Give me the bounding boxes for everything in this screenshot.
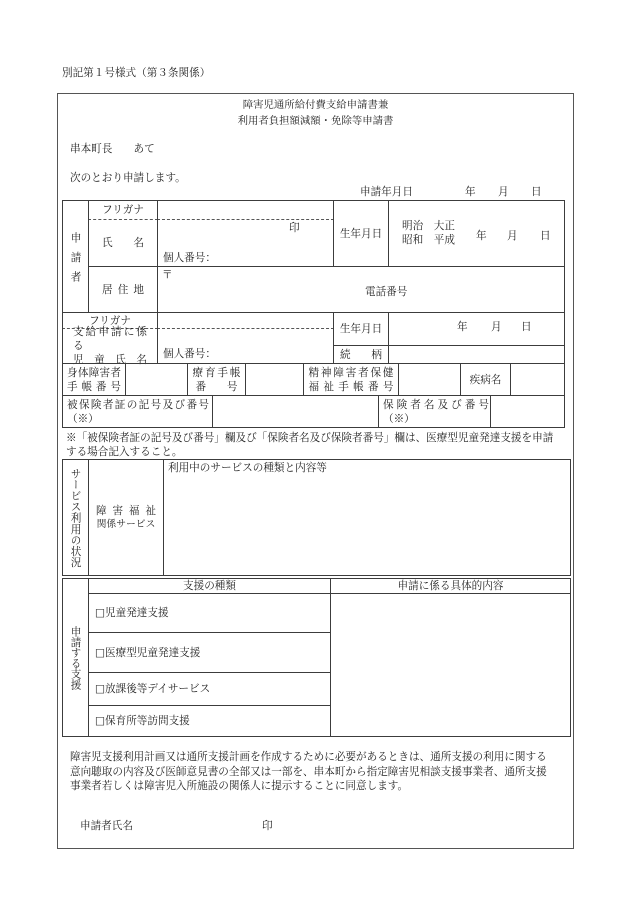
phone-label: 電話番号 bbox=[365, 286, 408, 298]
applicant-dob-day: 日 bbox=[540, 230, 551, 242]
support-option-child-development[interactable] bbox=[88, 593, 331, 633]
support-option-nursery-visit-support[interactable] bbox=[88, 705, 331, 737]
applicant-my-number-label: 個人番号： bbox=[163, 252, 216, 264]
child-furigana-field[interactable] bbox=[157, 312, 334, 329]
insurance-card-label bbox=[62, 395, 213, 428]
applicant-dob-month: 月 bbox=[507, 230, 518, 242]
disease-label bbox=[460, 363, 511, 396]
mental-handbook-field[interactable] bbox=[398, 363, 461, 396]
application-date-label: 申請年月日 bbox=[360, 186, 413, 198]
support-option-medical-child-development[interactable] bbox=[88, 632, 331, 673]
rehab-handbook-field[interactable] bbox=[245, 363, 304, 396]
child-dob-day: 日 bbox=[521, 321, 532, 333]
checkbox[interactable]: □ bbox=[95, 715, 106, 727]
service-category-line2: 関係サービス bbox=[96, 518, 156, 530]
applicant-name-label bbox=[88, 219, 158, 267]
mental-handbook-label-line2: 福祉手帳番号 bbox=[308, 380, 394, 393]
consent-line3: 事業者若しくは障害児入所施設の関係人に提示することに同意します。 bbox=[70, 780, 409, 792]
support-detail-field[interactable] bbox=[330, 593, 571, 737]
child-dob-label bbox=[333, 312, 389, 346]
intro-text: 次のとおり申請します。 bbox=[70, 172, 186, 184]
support-detail-header bbox=[330, 578, 571, 594]
physical-handbook-label-line2: 手帳番号 bbox=[67, 380, 121, 393]
child-name-label bbox=[62, 325, 158, 366]
insurance-card-label-text: 被保険者証の記号及び番号 bbox=[67, 398, 209, 411]
consent-line2: 意向聴取の内容及び医師意見書の全部又は一部を、串本町から指定障害児相談支援事業者、通所支援 bbox=[70, 766, 547, 778]
support-detail-header-text: 申請に係る具体的内容 bbox=[397, 580, 504, 592]
service-category-line1: 障害福祉 bbox=[96, 504, 156, 517]
rehab-handbook-label-line2: 番号 bbox=[195, 380, 238, 393]
checkbox[interactable]: □ bbox=[95, 646, 106, 659]
support-option-label: 保育所等訪問支援 bbox=[105, 715, 190, 727]
child-relationship-field[interactable] bbox=[388, 345, 565, 364]
rehab-handbook-label-line1: 療育手帳 bbox=[192, 366, 241, 379]
service-usage-section-label bbox=[62, 459, 89, 576]
application-date-year: 年 bbox=[465, 186, 476, 198]
insurer-field[interactable] bbox=[490, 395, 565, 428]
form-title-line2: 利用者負担額減額・免除等申請書 bbox=[237, 115, 394, 127]
addressee: 串本町長 あて bbox=[70, 143, 155, 155]
applicant-dob-year: 年 bbox=[476, 230, 487, 242]
disease-field[interactable] bbox=[510, 363, 565, 396]
form-title-line1: 障害児通所給付費支給申請書兼 bbox=[242, 99, 389, 111]
note-line2: する場合記入すること。 bbox=[66, 446, 183, 458]
child-relationship-label-text: 続柄 bbox=[340, 348, 382, 361]
application-date-month: 月 bbox=[498, 186, 509, 198]
support-option-label: 児童発達支援 bbox=[105, 607, 169, 619]
child-dob-label-text: 生年月日 bbox=[339, 323, 383, 335]
mental-handbook-label bbox=[303, 363, 399, 396]
support-option-label: 医療型児童発達支援 bbox=[105, 646, 201, 659]
mental-handbook-label-line1: 精神障害者保健 bbox=[308, 366, 394, 379]
child-name-label-line1: 支給申請に係る bbox=[73, 325, 147, 352]
physical-handbook-label-line1: 身体障害者 bbox=[67, 366, 121, 379]
applicant-furigana-field[interactable] bbox=[157, 200, 334, 220]
applicant-address-label bbox=[88, 266, 158, 313]
applicant-furigana-label-text: フリガナ bbox=[102, 204, 144, 216]
insurance-card-mark: （※） bbox=[67, 412, 99, 425]
service-category-label bbox=[88, 459, 164, 576]
child-furigana-label-text: フリガナ bbox=[89, 314, 131, 327]
applicant-era-options-line1: 明治 大正 bbox=[402, 220, 455, 232]
applicant-name-label-text: 氏名 bbox=[102, 236, 144, 249]
child-dob-field[interactable] bbox=[388, 312, 565, 346]
signature-label: 申請者氏名 bbox=[80, 820, 133, 832]
support-type-header-text: 支援の種類 bbox=[183, 580, 236, 592]
note-line1: ※「被保険者証の記号及び番号」欄及び「保険者名及び保険者番号」欄は、医療型児童発達支援を申請 bbox=[66, 432, 554, 444]
physical-handbook-label bbox=[62, 363, 126, 396]
physical-handbook-field[interactable] bbox=[125, 363, 188, 396]
support-option-after-school-day-service[interactable] bbox=[88, 672, 331, 706]
applicant-address-field[interactable] bbox=[157, 266, 565, 313]
support-type-header bbox=[88, 578, 331, 594]
insurer-label bbox=[378, 395, 491, 428]
form-id: 別記第１号様式（第３条関係） bbox=[62, 67, 211, 79]
service-usage-heading: 利用中のサービスの種類と内容等 bbox=[168, 462, 327, 474]
service-usage-section-text: サービス利用の状況 bbox=[69, 467, 82, 568]
postal-mark: 〒 bbox=[162, 269, 173, 281]
rehab-handbook-label bbox=[187, 363, 246, 396]
applicant-section-label bbox=[62, 200, 89, 313]
checkbox[interactable]: □ bbox=[95, 607, 106, 619]
applicant-dob-label bbox=[333, 200, 389, 267]
insurance-card-field[interactable] bbox=[212, 395, 379, 428]
child-name-label-line2: 児童氏名 bbox=[73, 353, 147, 366]
child-dob-year: 年 bbox=[457, 321, 468, 333]
support-section-text: 申請する支援 bbox=[69, 625, 82, 690]
service-usage-field[interactable] bbox=[163, 459, 571, 576]
insurer-mark: （※） bbox=[383, 412, 415, 425]
signature-seal-mark: 印 bbox=[262, 820, 273, 832]
insurer-label-text: 保険者名及び番号 bbox=[383, 398, 489, 411]
consent-line1: 障害児支援利用計画又は通所支援計画を作成するために必要があるときは、通所支援の利用に関する bbox=[70, 751, 547, 763]
child-dob-month: 月 bbox=[491, 321, 502, 333]
child-relationship-label bbox=[333, 345, 389, 364]
checkbox[interactable]: □ bbox=[95, 683, 106, 695]
application-date-day: 日 bbox=[531, 186, 542, 198]
disease-label-text: 疾病名 bbox=[469, 373, 502, 386]
applicant-dob-label-text: 生年月日 bbox=[339, 227, 383, 240]
applicant-furigana-label bbox=[88, 200, 158, 220]
applicant-section-text: 申請者 bbox=[69, 231, 82, 291]
applicant-era-options-line2: 昭和 平成 bbox=[402, 234, 455, 246]
applicant-address-label-text: 居住地 bbox=[102, 283, 144, 296]
applicant-seal-mark: 印 bbox=[289, 222, 300, 234]
child-my-number-label: 個人番号： bbox=[163, 348, 216, 360]
support-option-label: 放課後等デイサービス bbox=[105, 683, 211, 695]
support-section-label bbox=[62, 578, 89, 737]
